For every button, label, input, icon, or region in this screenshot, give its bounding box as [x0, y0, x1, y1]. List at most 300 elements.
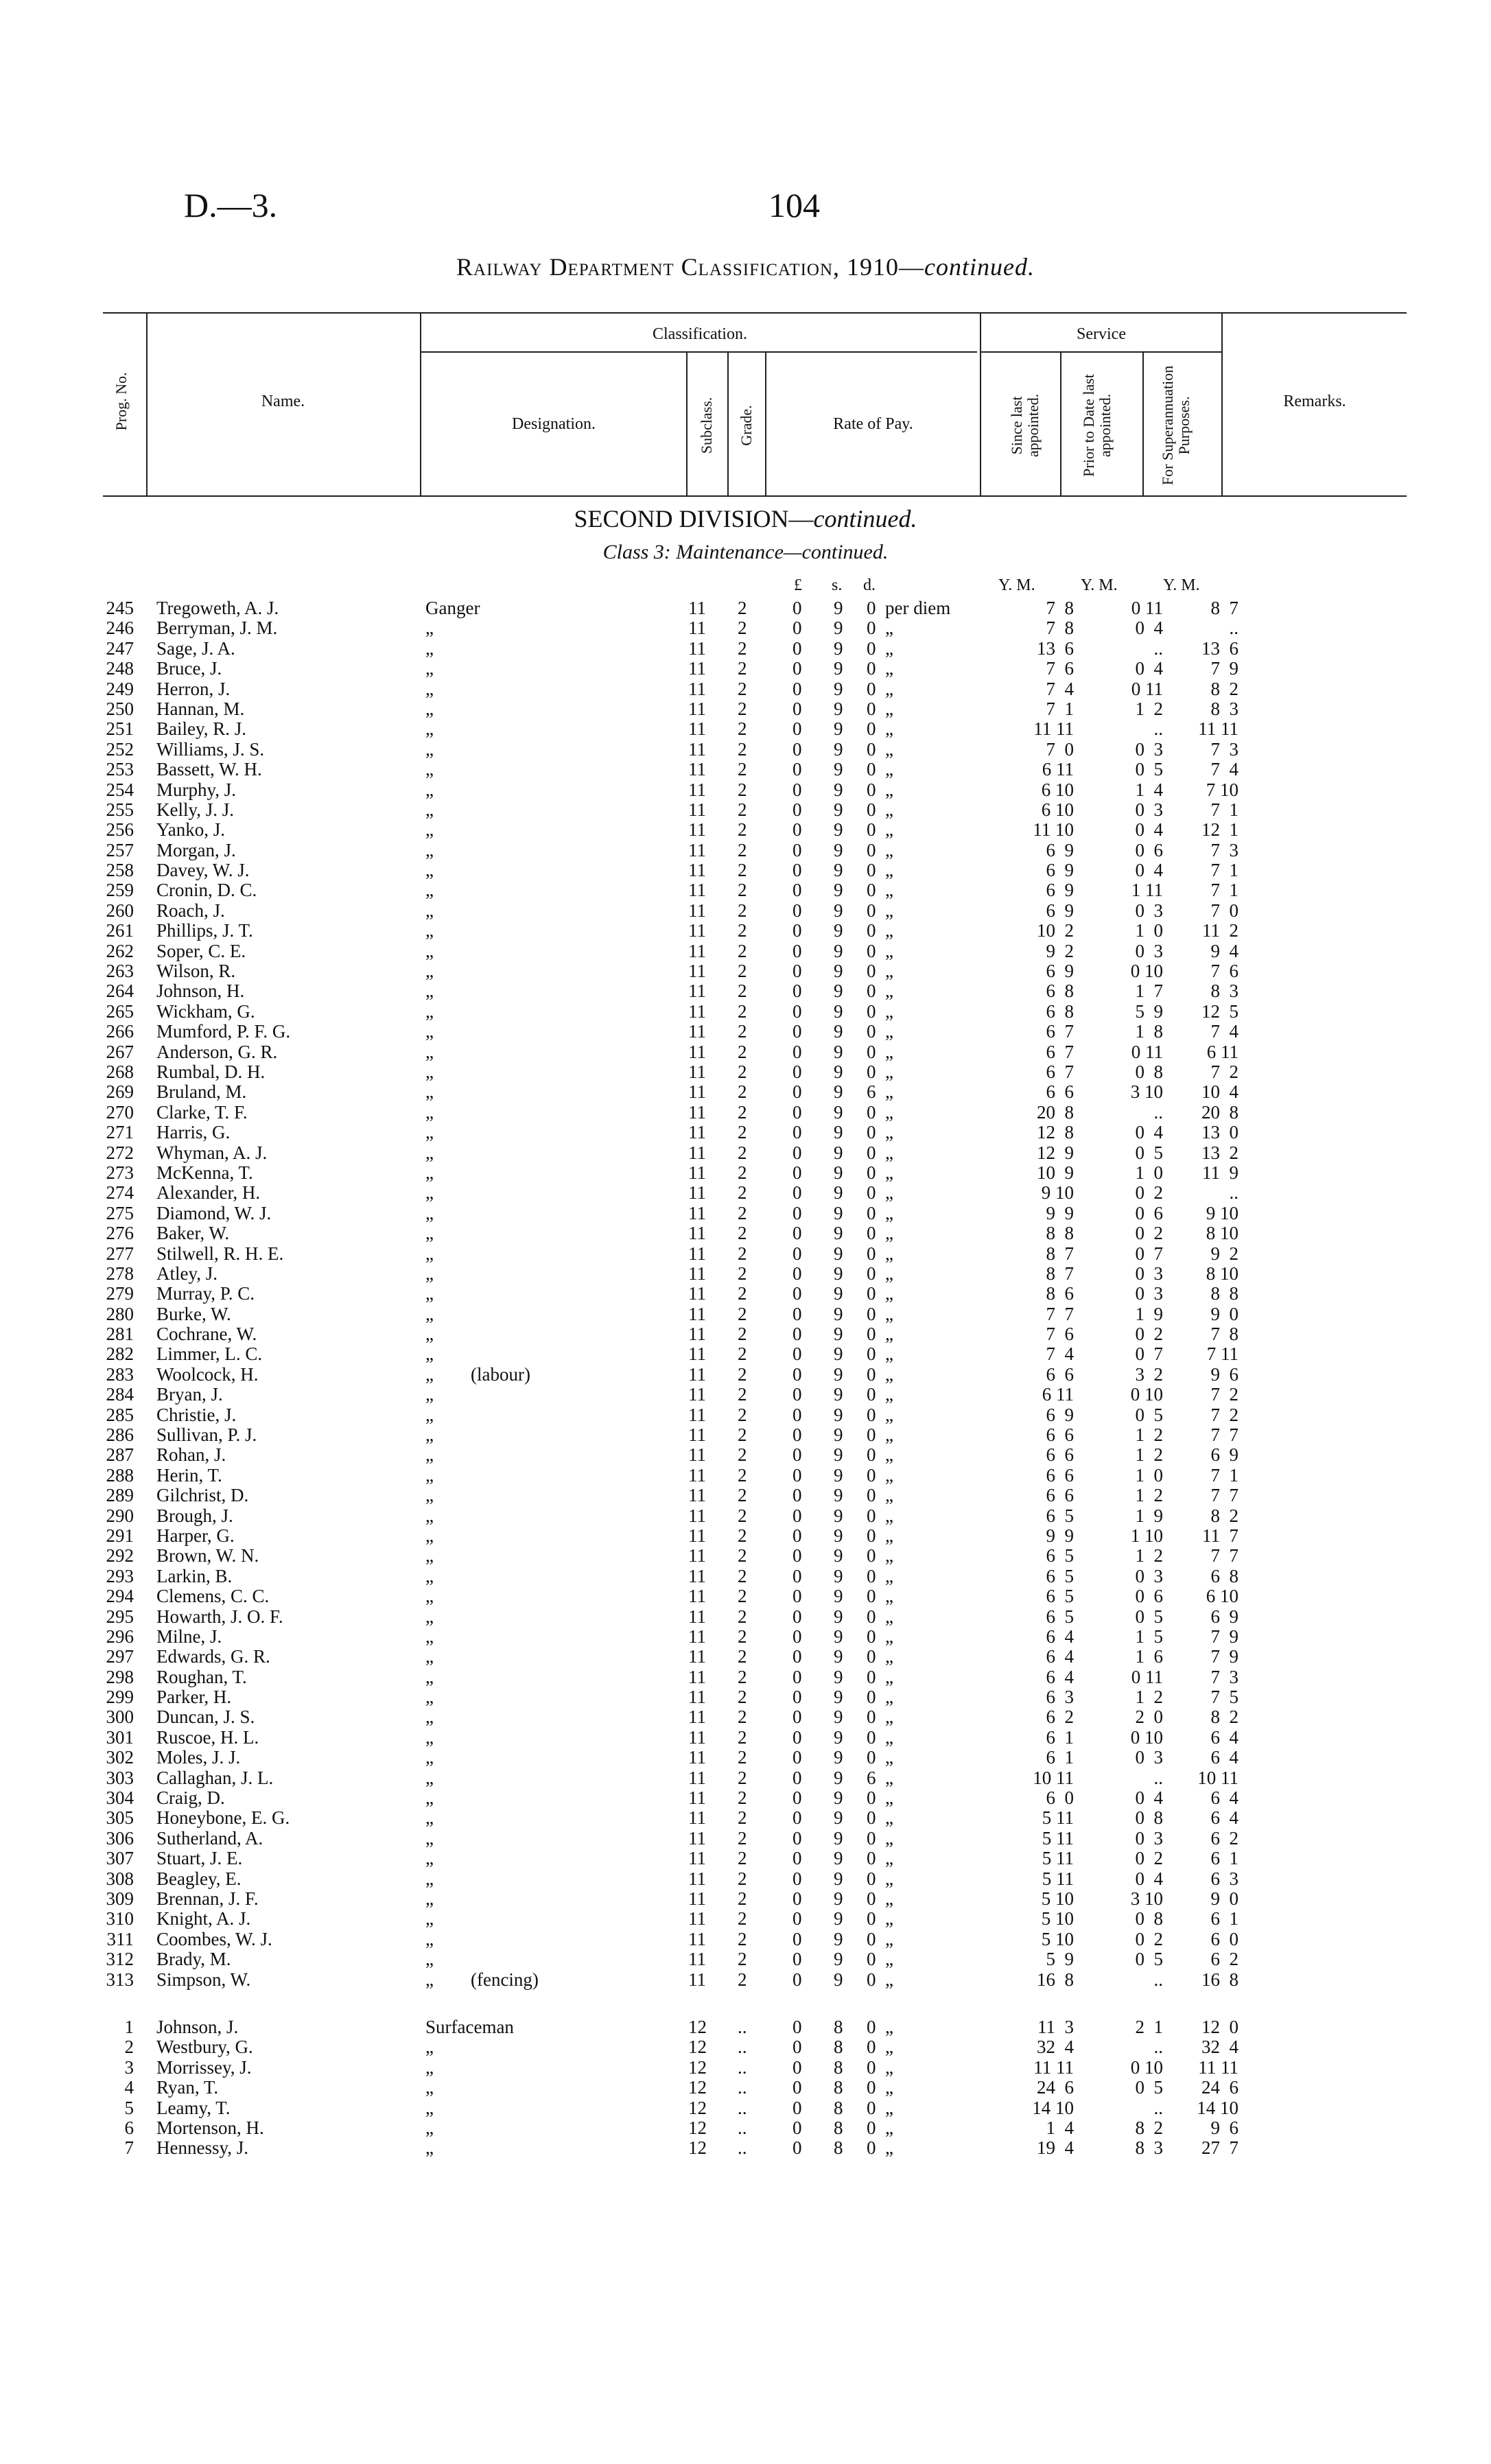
row-super: 6 2: [1210, 1949, 1238, 1970]
row-prior: 2 1: [1135, 2016, 1163, 2037]
row-name: Berryman, J. M.: [156, 618, 278, 639]
row-per: „: [885, 618, 893, 639]
row-per: „: [885, 1586, 893, 1607]
row-subclass: 11: [688, 1726, 706, 1748]
row-shillings: 9: [834, 1888, 843, 1909]
row-per: „: [885, 2016, 893, 2037]
row-grade: 2: [738, 1787, 747, 1809]
row-grade: 2: [738, 1041, 747, 1062]
unit-pence: d.: [863, 576, 876, 594]
row-pounds: 0: [793, 799, 802, 820]
row-pence: 0: [867, 1344, 876, 1365]
table-row: [0, 740, 1491, 760]
row-subclass: 11: [688, 637, 706, 659]
row-pence: 0: [867, 1868, 876, 1889]
row-subclass: 11: [688, 1223, 706, 1244]
row-designation: Surfaceman: [425, 2016, 514, 2037]
row-since: 6 8: [1046, 981, 1074, 1002]
row-prior: 1 0: [1135, 920, 1163, 941]
row-shillings: 9: [834, 1202, 843, 1223]
row-pence: 0: [867, 1142, 876, 1163]
row-number: 299: [106, 1687, 134, 1708]
row-super: 7 1: [1210, 880, 1238, 901]
row-shillings: 9: [834, 1061, 843, 1082]
row-per: „: [885, 738, 893, 760]
row-grade: 2: [738, 1303, 747, 1324]
row-subclass: 12: [688, 2077, 707, 2098]
row-since: 10 9: [1037, 1162, 1074, 1183]
row-grade: 2: [738, 1767, 747, 1788]
row-subclass: 11: [688, 799, 706, 820]
title-year: 1910—: [847, 253, 925, 281]
row-designation: „: [425, 779, 434, 800]
row-super: 7 8: [1210, 1324, 1238, 1345]
row-subclass: 11: [688, 1202, 706, 1223]
row-grade: 2: [738, 1807, 747, 1829]
row-pence: 6: [867, 1767, 876, 1788]
row-pence: 0: [867, 1424, 876, 1446]
row-per: „: [885, 1142, 893, 1163]
row-designation: „: [425, 1646, 434, 1667]
row-grade: 2: [738, 598, 747, 618]
row-shillings: 9: [834, 1545, 843, 1567]
row-super: 7 2: [1210, 1404, 1238, 1425]
col-since: Since last appointed.: [1008, 393, 1042, 458]
row-pence: 0: [867, 1706, 876, 1728]
row-prior: 3 10: [1130, 1081, 1163, 1103]
row-designation: „: [425, 1021, 434, 1042]
row-grade: 2: [738, 1505, 747, 1526]
table-row: [0, 901, 1491, 921]
row-super: 6 2: [1210, 1827, 1238, 1849]
table-row: [0, 1082, 1491, 1102]
row-prior: 0 4: [1135, 618, 1163, 639]
row-pounds: 0: [793, 1606, 802, 1627]
row-since: 6 1: [1046, 1726, 1074, 1748]
row-pence: 0: [867, 1021, 876, 1042]
row-name: Beagley, E.: [156, 1868, 242, 1889]
row-number: 276: [106, 1223, 134, 1244]
row-designation: „: [425, 1807, 434, 1829]
row-prior: 0 3: [1135, 738, 1163, 760]
row-subclass: 11: [688, 1949, 706, 1970]
row-name: Atley, J.: [156, 1263, 218, 1284]
row-designation: „: [425, 1908, 434, 1929]
row-designation: „: [425, 1303, 434, 1324]
row-per: „: [885, 1949, 893, 1970]
row-since: 6 6: [1046, 1363, 1074, 1385]
row-name: Westbury, G.: [156, 2037, 253, 2058]
row-name: Rumbal, D. H.: [156, 1061, 266, 1082]
row-subclass: 11: [688, 1626, 706, 1647]
table-row: [0, 598, 1491, 618]
header-bottom-rule: [103, 495, 1407, 497]
row-name: Alexander, H.: [156, 1182, 261, 1204]
table-row: [0, 820, 1491, 840]
table-row: [0, 639, 1491, 659]
row-designation: „: [425, 1888, 434, 1909]
row-number: 286: [106, 1424, 134, 1446]
row-per: „: [885, 1666, 893, 1687]
row-since: 6 5: [1046, 1545, 1074, 1567]
table-row: [0, 699, 1491, 719]
row-name: Callaghan, J. L.: [156, 1767, 274, 1788]
col-rate: Rate of Pay.: [833, 415, 913, 433]
row-name: Gilchrist, D.: [156, 1485, 249, 1506]
row-pence: 0: [867, 1969, 876, 1990]
row-grade: ..: [738, 2037, 747, 2058]
row-per: „: [885, 1969, 893, 1990]
row-per: „: [885, 1525, 893, 1546]
row-shillings: 8: [834, 2137, 843, 2159]
row-per: „: [885, 1303, 893, 1324]
row-number: 313: [106, 1969, 134, 1990]
table-row: [0, 1909, 1491, 1929]
row-subclass: 11: [688, 1081, 706, 1103]
row-pence: 0: [867, 1807, 876, 1829]
table-row: [0, 659, 1491, 679]
row-per: „: [885, 1101, 893, 1123]
row-pounds: 0: [793, 1666, 802, 1687]
row-name: Brady, M.: [156, 1949, 231, 1970]
table-row: [0, 880, 1491, 900]
row-pounds: 0: [793, 1969, 802, 1990]
row-subclass: 11: [688, 1545, 706, 1567]
row-name: Leamy, T.: [156, 2097, 231, 2118]
row-designation: „: [425, 1949, 434, 1970]
row-pence: 0: [867, 819, 876, 841]
row-pence: 0: [867, 1000, 876, 1022]
col-prog-no: Prog. No.: [113, 372, 130, 431]
row-prior: 0 8: [1135, 1807, 1163, 1829]
row-designation: „: [425, 1384, 434, 1405]
row-designation: „: [425, 1485, 434, 1506]
row-per: „: [885, 2077, 893, 2098]
row-name: Wilson, R.: [156, 961, 236, 982]
row-per: „: [885, 1848, 893, 1869]
row-per: „: [885, 1243, 893, 1264]
page-title: [0, 253, 1491, 281]
row-designation: „: [425, 920, 434, 941]
row-shillings: 9: [834, 1606, 843, 1627]
row-super: 12 0: [1201, 2016, 1238, 2037]
row-designation: „: [425, 819, 434, 841]
row-number: 301: [106, 1726, 134, 1748]
table-row: [0, 1324, 1491, 1344]
row-number: 298: [106, 1666, 134, 1687]
row-pence: 0: [867, 940, 876, 961]
row-designation: „: [425, 1767, 434, 1788]
table-row: [0, 1445, 1491, 1465]
table-row: [0, 1829, 1491, 1849]
row-shillings: 9: [834, 1706, 843, 1728]
row-shillings: 9: [834, 1404, 843, 1425]
row-shillings: 9: [834, 1969, 843, 1990]
row-pence: 0: [867, 2056, 876, 2078]
row-grade: 2: [738, 1263, 747, 1284]
row-subclass: 12: [688, 2097, 707, 2118]
table-row: [0, 2138, 1491, 2158]
row-prior: 1 0: [1135, 1464, 1163, 1486]
row-name: Johnson, H.: [156, 981, 245, 1002]
row-since: 5 10: [1041, 1928, 1074, 1949]
row-super: 11 9: [1202, 1162, 1238, 1183]
row-designation: „: [425, 1464, 434, 1486]
row-grade: 2: [738, 1646, 747, 1667]
row-super: 6 4: [1210, 1787, 1238, 1809]
row-number: 312: [106, 1949, 134, 1970]
row-pounds: 0: [793, 1706, 802, 1728]
row-subclass: 11: [688, 1908, 706, 1929]
row-pounds: 0: [793, 1586, 802, 1607]
row-since: 6 10: [1041, 779, 1074, 800]
row-prior: 0 4: [1135, 1868, 1163, 1889]
row-prior: 0 3: [1135, 1827, 1163, 1849]
row-pounds: 0: [793, 1908, 802, 1929]
row-super: 13 2: [1201, 1142, 1238, 1163]
row-per: „: [885, 981, 893, 1002]
row-shillings: 9: [834, 1565, 843, 1586]
row-prior: 1 9: [1135, 1303, 1163, 1324]
row-subclass: 11: [688, 1263, 706, 1284]
row-super: 7 11: [1206, 1344, 1238, 1365]
row-name: Hennessy, J.: [156, 2137, 248, 2159]
row-since: 6 1: [1046, 1747, 1074, 1768]
row-grade: 2: [738, 1283, 747, 1304]
row-per: „: [885, 1202, 893, 1223]
row-number: 2: [124, 2037, 134, 2058]
row-number: 303: [106, 1767, 134, 1788]
row-number: 256: [106, 819, 134, 841]
row-per: „: [885, 1485, 893, 1506]
row-designation: „: [425, 839, 434, 860]
row-designation: „: [425, 940, 434, 961]
row-super: 11 11: [1198, 718, 1238, 740]
row-name: Williams, J. S.: [156, 738, 265, 760]
row-since: 1 4: [1046, 2117, 1074, 2138]
row-since: 6 9: [1046, 839, 1074, 860]
row-prior: 1 2: [1135, 1687, 1163, 1708]
row-pounds: 0: [793, 718, 802, 740]
row-since: 7 0: [1046, 738, 1074, 760]
row-name: Morgan, J.: [156, 839, 236, 860]
row-super: 6 10: [1206, 1586, 1238, 1607]
row-designation: „: [425, 2056, 434, 2078]
row-grade: ..: [738, 2117, 747, 2138]
row-since: 6 6: [1046, 1464, 1074, 1486]
row-name: Larkin, B.: [156, 1565, 233, 1586]
row-grade: 2: [738, 779, 747, 800]
row-name: Duncan, J. S.: [156, 1706, 255, 1728]
row-prior: 0 2: [1135, 1848, 1163, 1869]
row-grade: 2: [738, 658, 747, 679]
row-prior: 0 11: [1131, 598, 1163, 618]
row-grade: 2: [738, 1344, 747, 1365]
row-number: 270: [106, 1101, 134, 1123]
row-pounds: 0: [793, 1687, 802, 1708]
row-pence: 0: [867, 1363, 876, 1385]
table-row: [0, 1849, 1491, 1868]
row-prior: 1 5: [1135, 1626, 1163, 1647]
row-pounds: 0: [793, 1182, 802, 1204]
row-name: Honeybone, E. G.: [156, 1807, 290, 1829]
row-grade: 2: [738, 1182, 747, 1204]
classification-rule: [420, 351, 977, 353]
row-super: 8 8: [1210, 1283, 1238, 1304]
row-number: 262: [106, 940, 134, 961]
table-row: [0, 1042, 1491, 1062]
row-shillings: 9: [834, 1868, 843, 1889]
row-subclass: 11: [688, 1424, 706, 1446]
row-pence: 0: [867, 1525, 876, 1546]
table-row: [0, 1567, 1491, 1586]
col-prior: Prior to Date last appointed.: [1080, 374, 1114, 477]
table-row: [0, 1204, 1491, 1223]
row-pence: 0: [867, 2077, 876, 2098]
row-name: Herin, T.: [156, 1464, 222, 1486]
row-shillings: 9: [834, 860, 843, 881]
row-designation: „: [425, 1606, 434, 1627]
row-since: 5 11: [1042, 1827, 1074, 1849]
row-grade: 2: [738, 1525, 747, 1546]
row-prior: 1 4: [1135, 779, 1163, 800]
row-prior: 0 11: [1131, 1666, 1163, 1687]
row-number: 290: [106, 1505, 134, 1526]
row-super: 11 7: [1202, 1525, 1238, 1546]
row-designation: „: [425, 1162, 434, 1183]
row-pounds: 0: [793, 1505, 802, 1526]
row-designation: „: [425, 900, 434, 921]
row-shillings: 9: [834, 1162, 843, 1183]
row-grade: 2: [738, 1868, 747, 1889]
row-shillings: 9: [834, 779, 843, 800]
table-row: [0, 1022, 1491, 1042]
row-designation: „: [425, 698, 434, 719]
row-since: 6 5: [1046, 1586, 1074, 1607]
row-prior: 0 10: [1130, 1726, 1163, 1748]
row-shillings: 9: [834, 1807, 843, 1829]
row-super: 11 2: [1202, 920, 1238, 941]
row-shillings: 9: [834, 1586, 843, 1607]
row-shillings: 9: [834, 1000, 843, 1022]
row-since: 8 8: [1046, 1223, 1074, 1244]
row-pounds: 0: [793, 1726, 802, 1748]
row-prior: 1 2: [1135, 698, 1163, 719]
row-pounds: 0: [793, 1646, 802, 1667]
row-pounds: 0: [793, 1949, 802, 1970]
row-number: 277: [106, 1243, 134, 1264]
table-row: [0, 981, 1491, 1001]
row-super: 9 2: [1210, 1243, 1238, 1264]
row-pounds: 0: [793, 900, 802, 921]
row-number: 300: [106, 1706, 134, 1728]
row-pounds: 0: [793, 1787, 802, 1809]
row-per: „: [885, 718, 893, 740]
row-number: 257: [106, 839, 134, 860]
row-prior: ..: [1153, 1767, 1163, 1788]
row-prior: 0 2: [1135, 1223, 1163, 1244]
row-shillings: 9: [834, 880, 843, 901]
row-pence: 0: [867, 658, 876, 679]
row-designation: „: [425, 2117, 434, 2138]
row-super: 7 6: [1210, 961, 1238, 982]
col-super: For Superannuation Purposes.: [1159, 365, 1193, 486]
row-shillings: 9: [834, 1263, 843, 1284]
row-grade: 2: [738, 1081, 747, 1103]
table-row: [0, 921, 1491, 941]
row-designation: „: [425, 961, 434, 982]
row-since: 7 8: [1046, 598, 1074, 618]
row-prior: 3 10: [1130, 1888, 1163, 1909]
row-prior: 0 10: [1130, 961, 1163, 982]
row-subclass: 11: [688, 1525, 706, 1546]
row-grade: 2: [738, 1726, 747, 1748]
row-designation: „: [425, 799, 434, 820]
row-subclass: 11: [688, 1827, 706, 1849]
row-prior: 1 2: [1135, 1485, 1163, 1506]
row-since: 6 6: [1046, 1424, 1074, 1446]
row-pounds: 0: [793, 1000, 802, 1022]
row-subclass: 12: [688, 2117, 707, 2138]
row-grade: 2: [738, 738, 747, 760]
row-designation: „: [425, 1404, 434, 1425]
table-row: [0, 1385, 1491, 1405]
table-row: [0, 719, 1491, 739]
row-number: 253: [106, 759, 134, 780]
row-number: 281: [106, 1324, 134, 1345]
row-pounds: 0: [793, 1122, 802, 1143]
row-super: 6 4: [1210, 1807, 1238, 1829]
row-name: McKenna, T.: [156, 1162, 253, 1183]
row-since: 5 9: [1046, 1949, 1074, 1970]
row-subclass: 11: [688, 1324, 706, 1345]
row-grade: 2: [738, 1122, 747, 1143]
row-subclass: 11: [688, 880, 706, 901]
row-subclass: 11: [688, 1384, 706, 1405]
row-shillings: 9: [834, 1182, 843, 1204]
row-pounds: 0: [793, 1061, 802, 1082]
row-subclass: 11: [688, 698, 706, 719]
row-super: 9 6: [1210, 2117, 1238, 2138]
row-super: 6 9: [1210, 1444, 1238, 1466]
row-shillings: 8: [834, 2117, 843, 2138]
table-row: [0, 1627, 1491, 1647]
row-designation: „: [425, 1525, 434, 1546]
title-cont: continued.: [924, 253, 1035, 281]
row-super: 8 2: [1210, 1706, 1238, 1728]
row-since: 8 6: [1046, 1283, 1074, 1304]
row-pounds: 0: [793, 1424, 802, 1446]
row-subclass: 11: [688, 1444, 706, 1466]
row-designation: „: [425, 637, 434, 659]
row-pence: 0: [867, 1041, 876, 1062]
table-row: [0, 1002, 1491, 1022]
col-sep: [1060, 351, 1061, 495]
row-since: 6 4: [1046, 1666, 1074, 1687]
row-super: 7 7: [1210, 1545, 1238, 1567]
row-name: Burke, W.: [156, 1303, 231, 1324]
row-shillings: 9: [834, 718, 843, 740]
row-per: „: [885, 1726, 893, 1748]
row-prior: 0 3: [1135, 900, 1163, 921]
row-subclass: 11: [688, 618, 706, 639]
row-number: 251: [106, 718, 134, 740]
table-row: [0, 1526, 1491, 1546]
row-prior: 0 3: [1135, 1565, 1163, 1586]
row-pence: 0: [867, 880, 876, 901]
row-number: 307: [106, 1848, 134, 1869]
row-shillings: 9: [834, 1243, 843, 1264]
